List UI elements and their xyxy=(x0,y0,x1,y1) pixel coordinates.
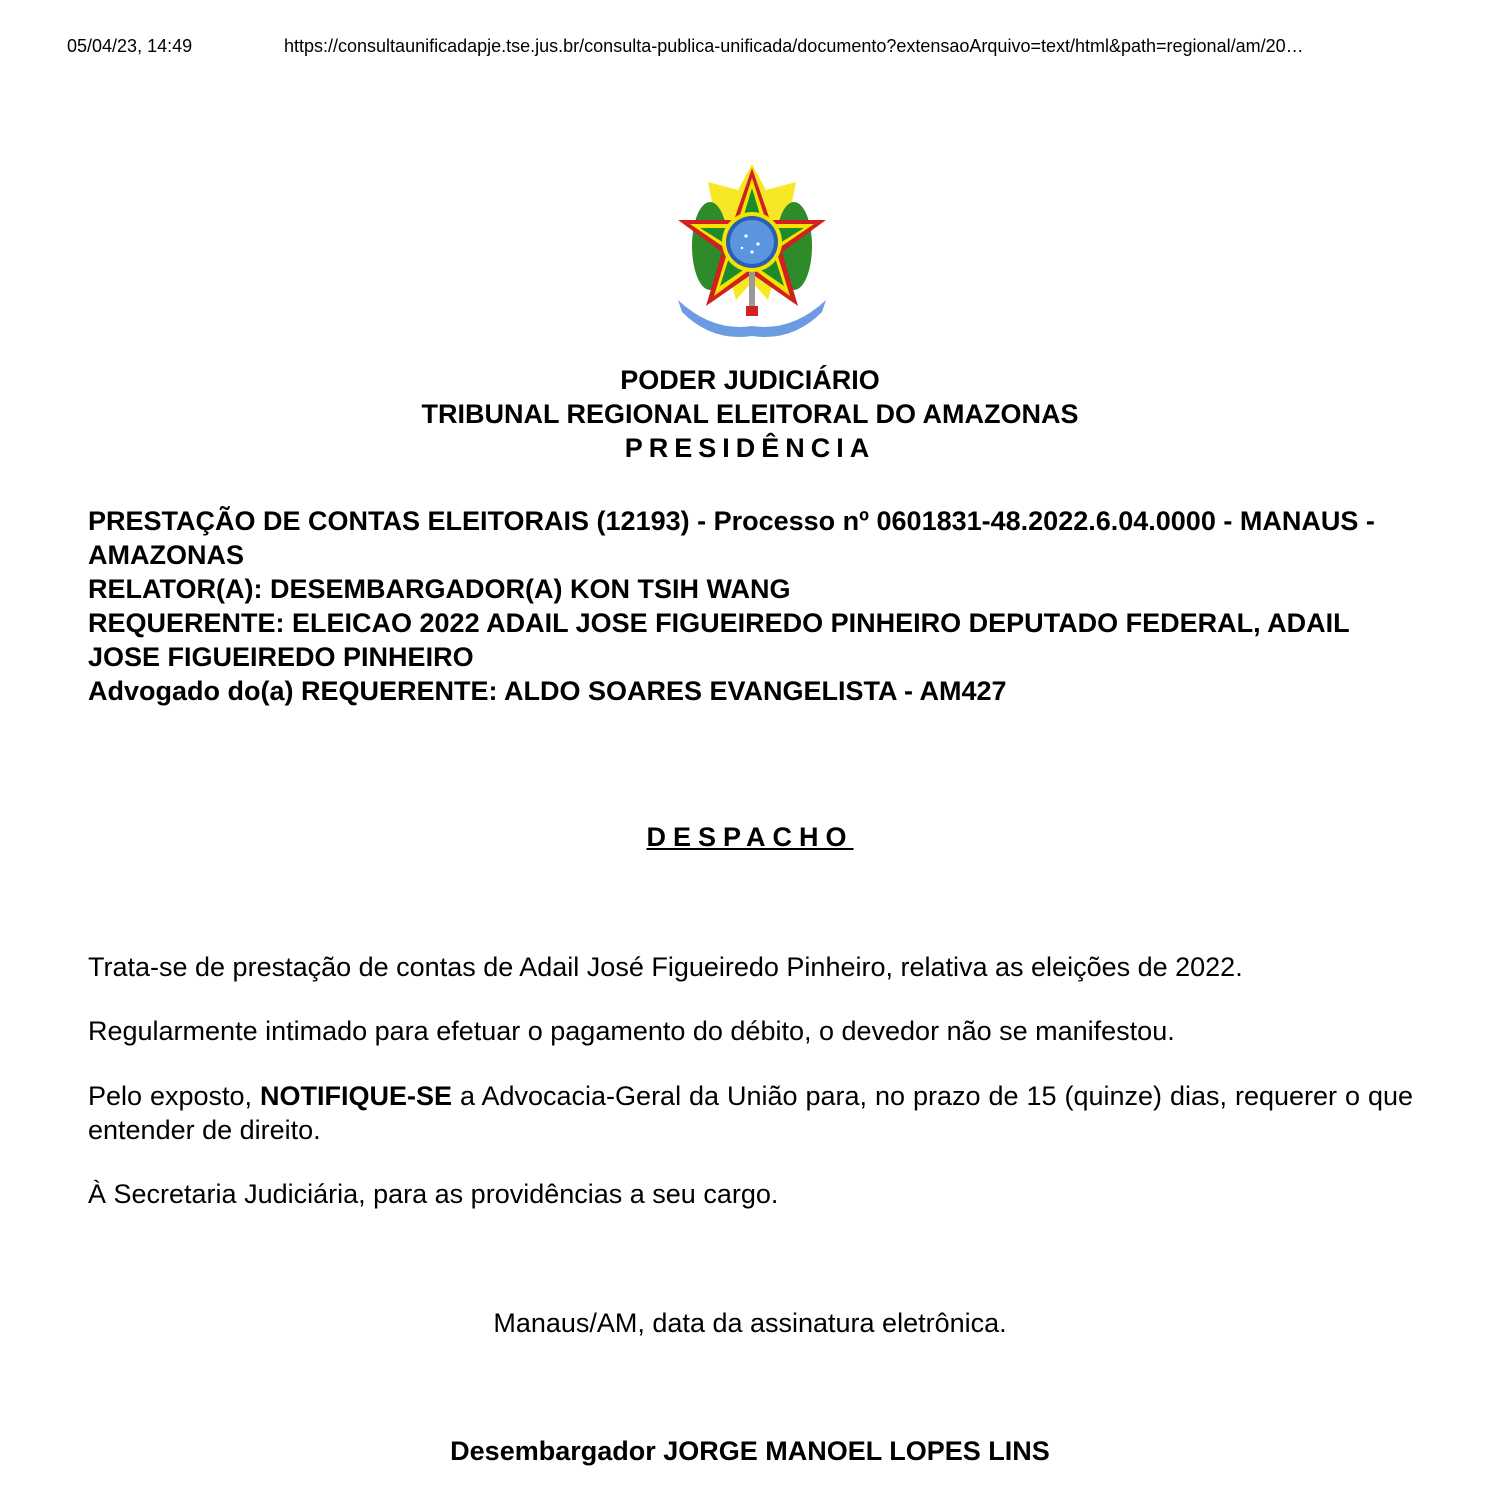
court-header-line3: PRESIDÊNCIA xyxy=(624,433,876,463)
court-header-line1: PODER JUDICIÁRIO xyxy=(620,365,880,395)
case-requerente: REQUERENTE: ELEICAO 2022 ADAIL JOSE FIGUEIREDO PINHEIRO DEPUTADO FEDERAL, ADAIL JOSE FIGUEIREDO PINHEIRO xyxy=(88,608,1350,672)
body-paragraph-2: Regularmente intimado para efetuar o pagamento do débito, o devedor não se manifestou. xyxy=(88,1016,1175,1046)
print-url: https://consultaunificadapje.tse.jus.br/consulta-publica-unificada/documento?extensaoArquivo=text/html&path=regional/am/20… xyxy=(284,36,1304,56)
court-header xyxy=(0,363,1500,465)
case-process: PRESTAÇÃO DE CONTAS ELEITORAIS (12193) - Processo nº 0601831-48.2022.6.04.0000 - MANAUS - AMAZONAS xyxy=(88,506,1375,570)
body-paragraph-3 xyxy=(88,1079,1413,1147)
body-paragraph-4: À Secretaria Judiciária, para as providências a seu cargo. xyxy=(88,1179,779,1209)
case-info xyxy=(88,504,1418,708)
case-advogado: Advogado do(a) REQUERENTE: ALDO SOARES EVANGELISTA - AM427 xyxy=(88,676,1007,706)
p3-bold: NOTIFIQUE-SE xyxy=(260,1081,453,1111)
document-title-text: DESPACHO xyxy=(646,822,854,852)
case-relator: RELATOR(A): DESEMBARGADOR(A) KON TSIH WANG xyxy=(88,574,791,604)
p3-after: a Advocacia-Geral da União para, no prazo de 15 (quinze) dias, requerer o que entender de direito. xyxy=(88,1081,1413,1145)
document-title xyxy=(0,820,1500,854)
p3-before: Pelo exposto, xyxy=(88,1081,261,1111)
coat-of-arms-emblem xyxy=(672,160,832,342)
signature: Desembargador JORGE MANOEL LOPES LINS xyxy=(450,1436,1050,1466)
body-paragraph-1: Trata-se de prestação de contas de Adail José Figueiredo Pinheiro, relativa as eleições de 2022. xyxy=(88,952,1243,982)
court-header-line2: TRIBUNAL REGIONAL ELEITORAL DO AMAZONAS xyxy=(421,399,1079,429)
place-date: Manaus/AM, data da assinatura eletrônica. xyxy=(493,1308,1007,1338)
print-datetime: 05/04/23, 14:49 xyxy=(67,36,193,56)
